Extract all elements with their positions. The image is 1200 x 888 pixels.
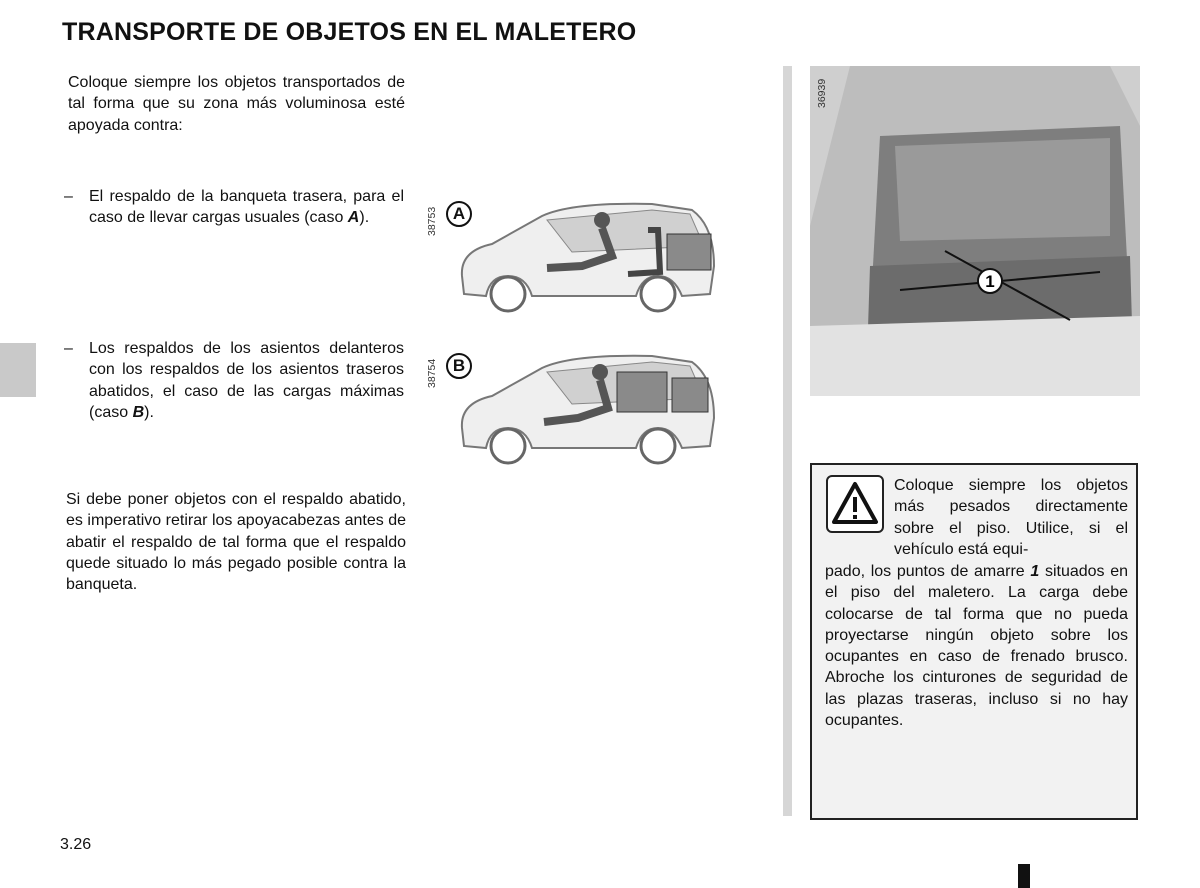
page-marker [1018,864,1030,888]
warning-text-bottom: pado, los puntos de amarre 1 situados en el piso del maletero. La carga debe colocarse de tal forma que no pueda proyectarse ningún objeto sobre los ocupantes en caso de frenado brusco. Abroche los cinturones de seguridad de las plazas traseras, incluso si no hay ocupantes. [825,563,1129,730]
bullet-item-b [64,338,406,428]
page-number: 3.26 [60,836,92,853]
note-paragraph: Si debe poner objetos con el respaldo abatido, es imperativo retirar los apoyacabezas antes de abatir el respaldo de tal forma que el respaldo quede situado lo más pegado posible contra la banqueta. [66,491,406,594]
intro-paragraph: Coloque siempre los objetos transportados de tal forma que su zona más voluminosa esté apoyada contra: [68,74,405,134]
case-ref: A [347,209,360,227]
warning-triangle-icon [826,475,884,533]
car-illustration-b [452,348,720,466]
figure-code: 38754 [426,358,438,388]
figure-code: 38753 [426,206,438,236]
warning-text-top: Coloque siempre los objetos más pesados directamente sobre el piso. Utilice, si el vehículo está equi- [894,477,1128,558]
page-title: TRANSPORTE DE OBJETOS EN EL MALETERO [62,18,637,46]
figure-label: A [446,201,472,227]
column-divider [783,66,792,816]
callout-number: 1 [985,272,995,291]
trunk-photo [810,66,1140,396]
bullet-item-a [64,186,406,256]
warning-box [810,463,1138,820]
bullet-text: Los respaldos de los asientos delanteros con los respaldos de los asientos traseros abatidos, el caso de las cargas máximas (caso B). [89,340,404,421]
trunk-illustration [810,66,1140,396]
bullet-dash: – [64,340,73,357]
figure-label: B [446,353,472,379]
section-tab [0,343,36,397]
figure-code: 36939 [816,78,828,108]
bullet-dash: – [64,188,73,205]
case-ref: B [132,403,145,421]
callout-ref: 1 [1030,563,1040,580]
bullet-text: El respaldo de la banqueta trasera, para el caso de llevar cargas usuales (caso A). [89,188,404,227]
car-illustration-a [452,196,720,314]
